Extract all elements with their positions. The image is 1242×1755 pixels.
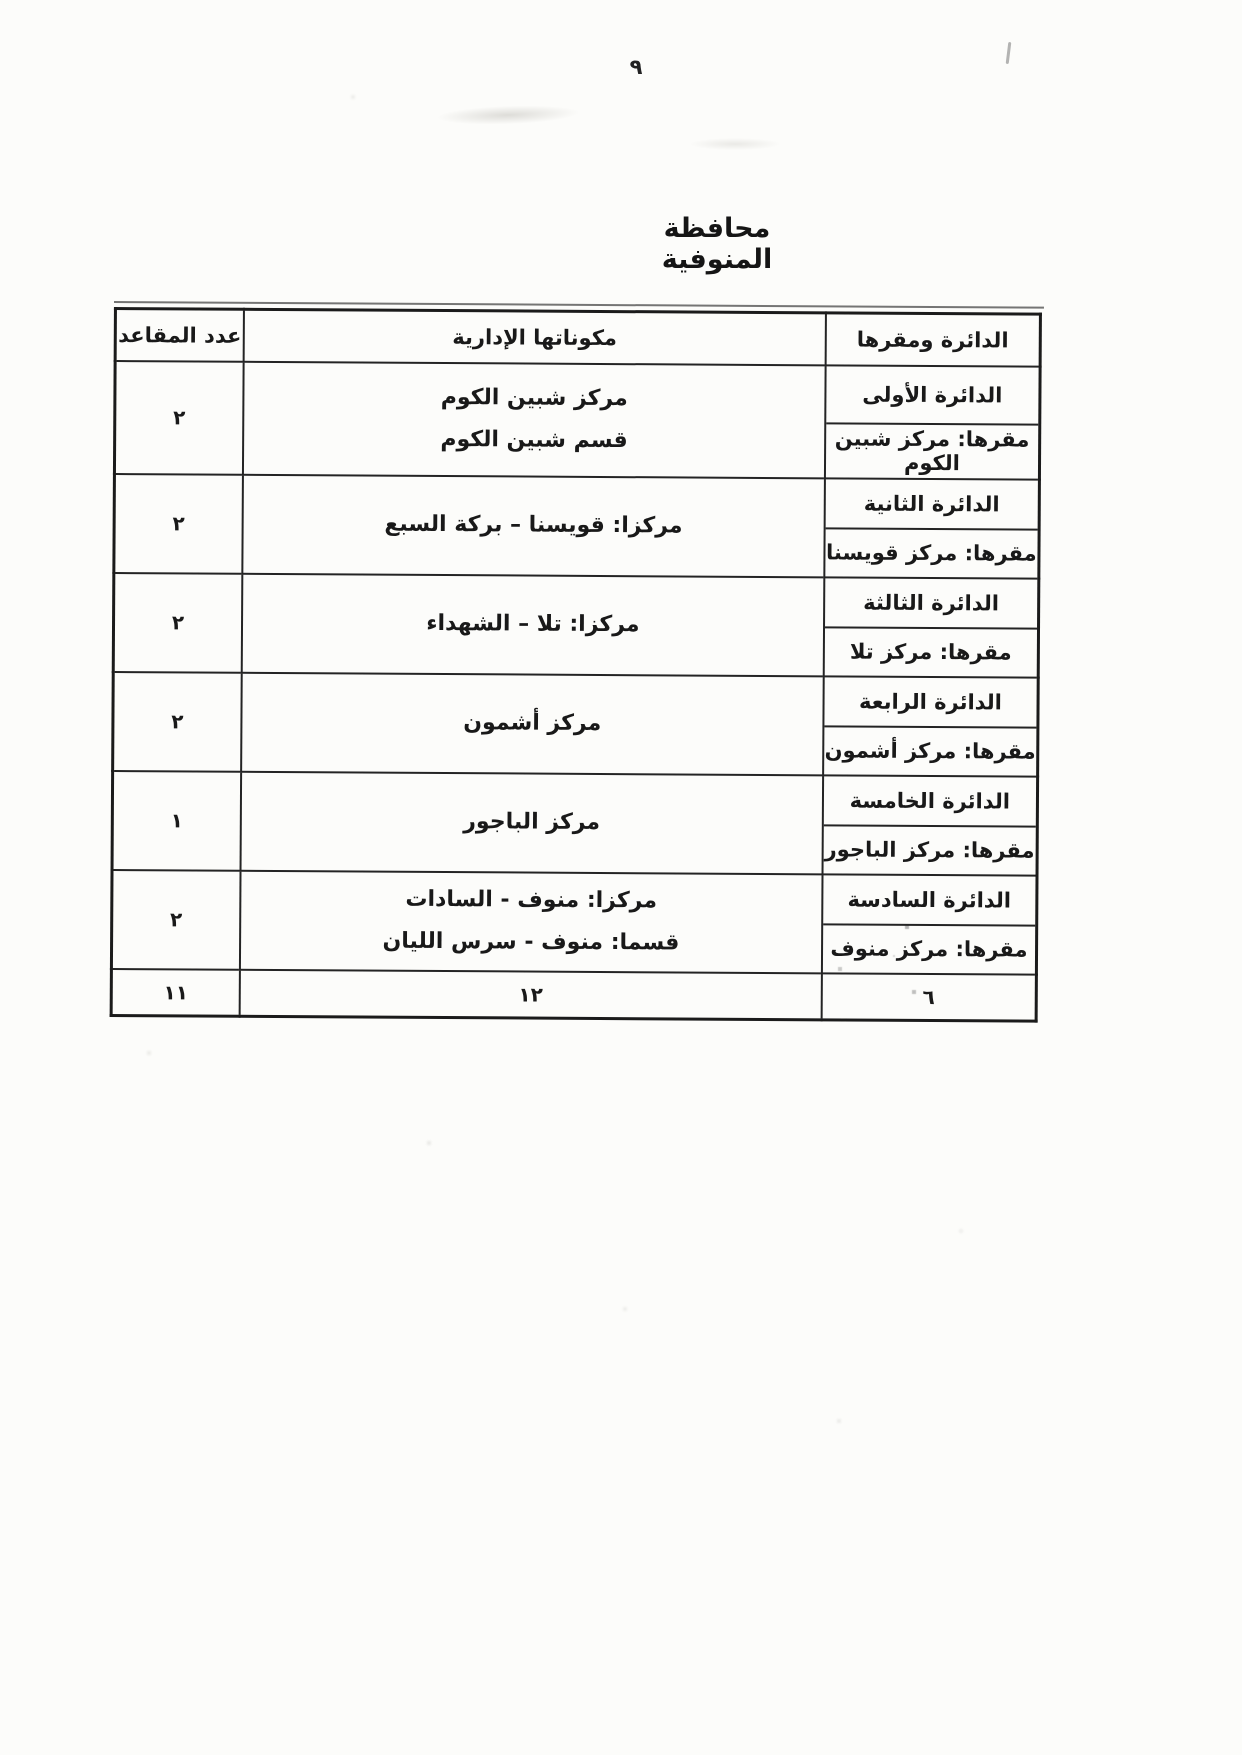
seats-value: ٢ (113, 672, 242, 772)
district-hq: مقرها: مركز شبين الكوم (834, 426, 1030, 476)
district-hq: مقرها: مركز الباجور (824, 837, 1035, 863)
components-cell (241, 672, 823, 775)
districts-table-container (110, 301, 1044, 1023)
district-hq: مقرها: مركز تلا (849, 639, 1012, 665)
table-totals-row (111, 968, 1036, 1021)
seats-value: ٢ (114, 361, 243, 475)
district-name: الدائرة الثالثة (825, 578, 1037, 629)
district-cell (823, 676, 1038, 776)
document-title: محافظة المنوفية (661, 213, 773, 275)
components-line: مركز الباجور (463, 809, 601, 835)
components-cell (242, 573, 824, 676)
table-row-district-6 (111, 869, 1037, 974)
seats-value: ٢ (111, 869, 240, 969)
components-cell (243, 361, 826, 478)
scan-mark (1006, 42, 1012, 64)
district-cell (824, 577, 1039, 677)
seats-value: ١ (112, 771, 241, 871)
scan-smudge (690, 138, 780, 150)
components-line: مركز شبين الكوم (440, 384, 628, 412)
header-district-cell: الدائرة ومقرها (825, 313, 1040, 366)
table-row-district-3 (113, 573, 1039, 678)
components-line: مركزا: قويسنا – بركة السبع (384, 511, 683, 539)
components-line: مركز أشمون (463, 710, 602, 736)
table-row-district-4 (113, 672, 1039, 777)
table-row-district-1 (114, 361, 1040, 480)
page-number: ٩ (629, 55, 643, 79)
header-seats-cell: عدد المقاعد (115, 309, 244, 362)
table-row-district-2 (114, 474, 1040, 579)
total-districts: ٦ (821, 973, 1036, 1021)
components-line: مركزا: تلا – الشهداء (426, 610, 640, 638)
district-name: الدائرة السادسة (823, 875, 1035, 926)
district-cell (822, 874, 1037, 974)
components-line: قسما: منوف - سرس الليان (382, 928, 680, 956)
district-hq: مقرها: مركز أشمون (824, 738, 1036, 764)
district-cell (825, 365, 1040, 479)
district-name: الدائرة الرابعة (824, 677, 1036, 728)
seats-value: ٢ (114, 474, 243, 574)
components-cell (240, 771, 822, 874)
table-header-row (115, 309, 1040, 367)
scan-smudge (438, 104, 579, 127)
district-cell (822, 775, 1037, 875)
header-components-cell: مكوناتها الإدارية (244, 309, 826, 365)
district-name: الدائرة الأولى (826, 366, 1039, 425)
table-row-district-5 (112, 771, 1038, 876)
seats-value: ٢ (113, 573, 242, 673)
district-name: الدائرة الثانية (825, 479, 1037, 530)
district-hq: مقرها: مركز قويسنا (825, 540, 1037, 566)
components-line: قسم شبين الكوم (440, 426, 628, 454)
total-seats: ١١ (111, 968, 240, 1016)
components-cell (240, 870, 822, 973)
components-cell (242, 474, 824, 577)
components-line: مركزا: منوف - السادات (405, 886, 658, 914)
total-components: ١٢ (240, 969, 822, 1020)
district-cell (824, 478, 1039, 578)
districts-table (110, 307, 1042, 1023)
district-name: الدائرة الخامسة (824, 776, 1036, 827)
scan-speckles (0, 0, 2, 2)
district-hq: مقرها: مركز منوف (830, 936, 1028, 962)
